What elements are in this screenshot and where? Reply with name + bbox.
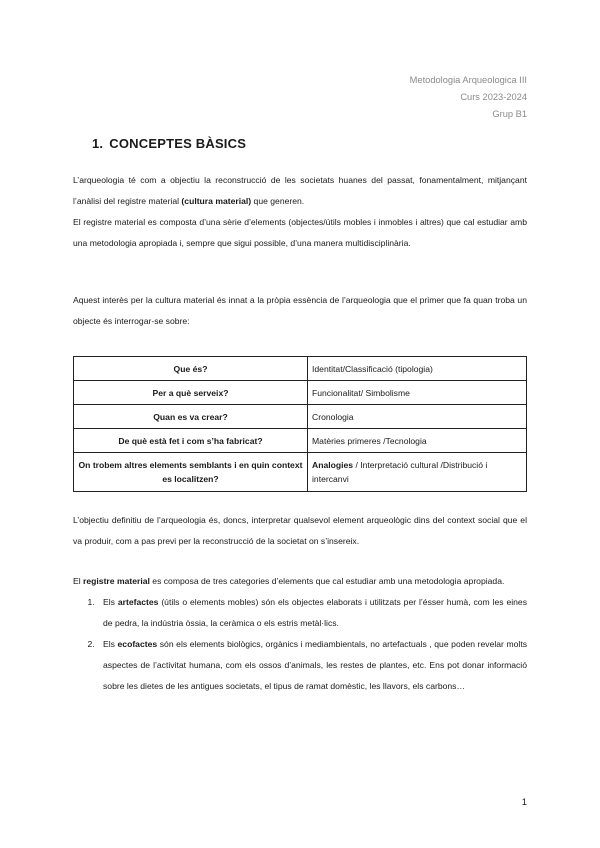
- registre-section: [73, 571, 527, 697]
- header-group: Grup B1: [492, 109, 527, 119]
- table-row: [74, 357, 527, 381]
- table-row: [74, 381, 527, 405]
- bold-term: Analogies: [312, 460, 354, 470]
- questions-table: [73, 356, 527, 492]
- text-run: que generen.: [251, 196, 305, 206]
- bold-term: (cultura material): [181, 196, 252, 206]
- table-row: [74, 429, 527, 453]
- text-run: Els: [103, 639, 118, 649]
- text-run: Els: [103, 597, 118, 607]
- intro-sentence-2: El registre material es composta d’una sèrie d’elements (objectes/útils mobles i inmobles i altres) que cal estudiar amb una metodologia apropiada i, sempre que sigui possible, d’una manera multidisciplinària.: [73, 217, 527, 248]
- table-row: [74, 405, 527, 429]
- objective-paragraph: L’objectiu definitiu de l’arqueologia és, doncs, interpretar qualsevol element arqueològic dins del context social que el va produir, com a pas previ per la reconstrucció de la societat on s’insereix.: [73, 515, 527, 546]
- answer-cell: Matèries primeres /Tecnologia: [308, 429, 527, 453]
- interest-paragraph: Aquest interès per la cultura material és innat a la pròpia essència de l’arqueologia que el primer que fa quan troba un objecte és interrogar-se sobre:: [73, 295, 527, 326]
- list-item: [97, 592, 527, 634]
- section-number: 1.: [92, 136, 104, 151]
- intro-paragraph: [73, 170, 527, 254]
- answer-cell: Cronologia: [308, 405, 527, 429]
- bold-term: ecofactes: [117, 639, 158, 649]
- header-year: Curs 2023-2024: [460, 92, 527, 102]
- answer-cell: Funcionalitat/ Simbolisme: [308, 381, 527, 405]
- text-run: / Interpretació cultural /Distribució i intercanvi: [312, 460, 488, 484]
- answer-cell: [308, 453, 527, 492]
- answer-cell: Identitat/Classificació (tipologia): [308, 357, 527, 381]
- bold-term: registre material: [83, 576, 150, 586]
- text-run: L’arqueologia té com a objectiu la reconstrucció de les societats huanes del passat, fonamentalment, mitjançant l’anàlisi del registre material: [73, 175, 527, 206]
- text-run: (útils o elements mobles) són els objectes elaborats i utilitzats per l’ésser humà, com les eines de pedra, la indústria òssia, la ceràmica o els estris metàl·lics.: [103, 597, 527, 628]
- categories-list: [73, 592, 527, 697]
- registre-paragraph: [73, 571, 527, 592]
- question-cell: Quan es va crear?: [74, 405, 308, 429]
- intro-sentence-1: [73, 170, 527, 212]
- text-run: El: [73, 576, 84, 586]
- question-cell: Per a què serveix?: [74, 381, 308, 405]
- header-course: Metodologia Arqueologica III: [409, 75, 527, 85]
- section-title-text: CONCEPTES BÀSICS: [109, 136, 247, 151]
- table-row: [74, 453, 527, 492]
- list-item: [97, 634, 527, 697]
- bold-term: artefactes: [117, 597, 159, 607]
- text-run: es composa de tres categories d’elements que cal estudiar amb una metodologia apropiada.: [149, 576, 505, 586]
- question-cell: On trobem altres elements semblants i en quin context es localitzen?: [74, 453, 308, 492]
- text-run: són els elements biològics, orgànics i mediambientals, no artefactuals , que poden revelar molts aspectes de l’activitat humana, com els ossos d’animals, les restes de plantes, etc. Ens pot donar informació sobre les dietes de les antigues societats, el tipus de ramat domèstic, les llavors, els carbons…: [103, 639, 528, 691]
- page-header: [410, 72, 527, 123]
- section-title: [92, 136, 246, 151]
- question-cell: Que és?: [74, 357, 308, 381]
- page-number: 1: [521, 797, 527, 808]
- question-cell: De què està fet i com s’ha fabricat?: [74, 429, 308, 453]
